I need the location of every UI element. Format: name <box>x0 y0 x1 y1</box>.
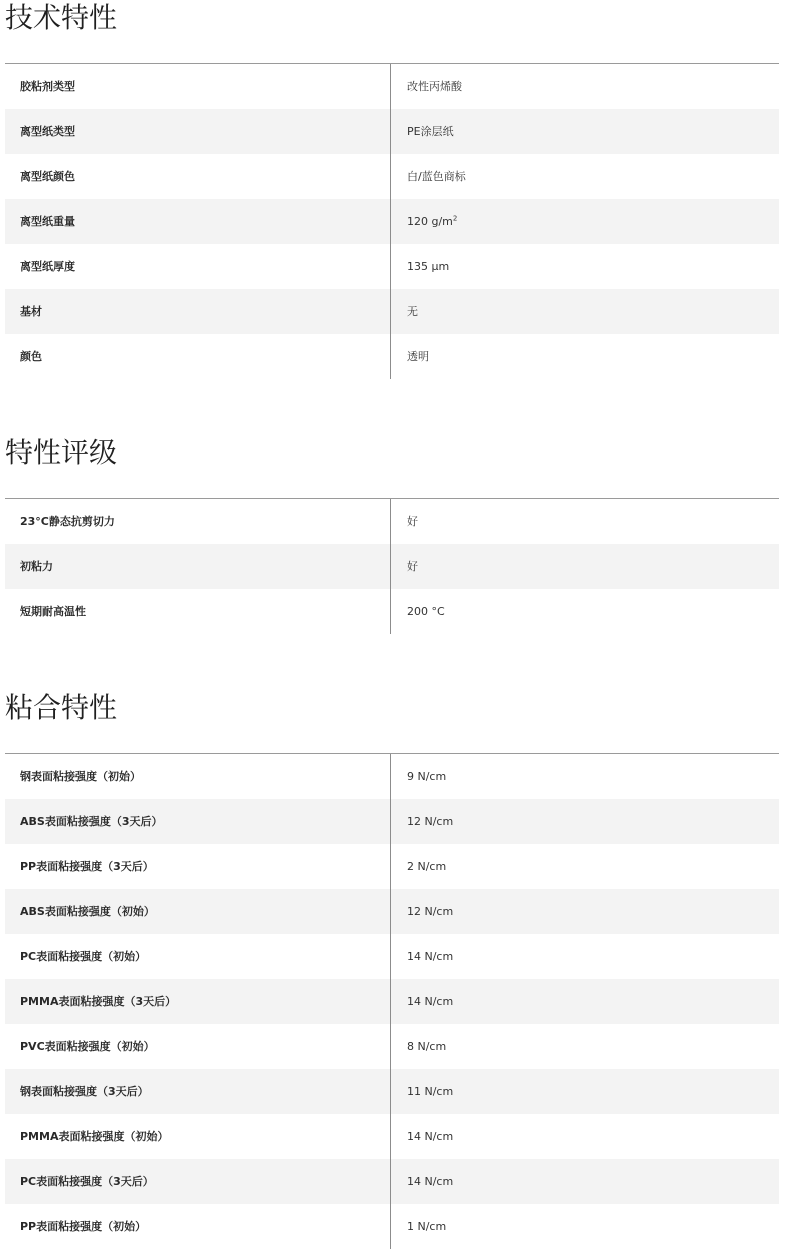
table-row <box>5 1114 779 1159</box>
table-row <box>5 244 779 289</box>
row-value: 135 µm <box>407 260 450 273</box>
row-value-text: 120 g/m <box>407 215 453 228</box>
row-label: 初粘力 <box>5 544 391 589</box>
row-label: PC表面粘接强度（初始） <box>5 934 391 979</box>
row-label: PC表面粘接强度（3天后） <box>5 1159 391 1204</box>
table-row <box>5 799 779 844</box>
section-title: 特性评级 <box>5 436 118 469</box>
table-row <box>5 844 779 889</box>
row-value: 12 N/cm <box>407 815 454 828</box>
row-value: 好 <box>407 560 418 573</box>
row-value: 8 N/cm <box>407 1040 447 1053</box>
table-row <box>5 1159 779 1204</box>
row-label: PP表面粘接强度（初始） <box>5 1204 391 1249</box>
row-value: 9 N/cm <box>407 770 447 783</box>
row-label: 离型纸厚度 <box>5 244 391 289</box>
table-row <box>5 934 779 979</box>
row-value: 14 N/cm <box>407 1130 454 1143</box>
section-title: 技术特性 <box>5 1 118 34</box>
table-row <box>5 334 779 379</box>
row-value: 白/蓝色商标 <box>407 170 466 183</box>
row-value: 14 N/cm <box>407 1175 454 1188</box>
row-label: 钢表面粘接强度（3天后） <box>5 1069 391 1114</box>
row-label: 短期耐高温性 <box>5 589 391 634</box>
row-value: 2 N/cm <box>407 860 447 873</box>
row-value: PE涂层纸 <box>407 125 454 138</box>
row-label: 23°C静态抗剪切力 <box>5 499 391 544</box>
table-row <box>5 154 779 199</box>
row-value: 改性丙烯酸 <box>407 80 462 93</box>
table-row <box>5 754 779 799</box>
row-label: 胶粘剂类型 <box>5 64 391 109</box>
row-value: 11 N/cm <box>407 1085 454 1098</box>
table-row <box>5 979 779 1024</box>
row-label: PP表面粘接强度（3天后） <box>5 844 391 889</box>
table-row <box>5 199 779 244</box>
table-row <box>5 889 779 934</box>
row-label: PMMA表面粘接强度（3天后） <box>5 979 391 1024</box>
table-row <box>5 289 779 334</box>
row-label: 钢表面粘接强度（初始） <box>5 754 391 799</box>
row-value: 透明 <box>407 350 429 363</box>
row-value: 12 N/cm <box>407 905 454 918</box>
table-row <box>5 589 779 634</box>
row-label: ABS表面粘接强度（3天后） <box>5 799 391 844</box>
table-row <box>5 1204 779 1249</box>
row-label: PVC表面粘接强度（初始） <box>5 1024 391 1069</box>
spec-table <box>5 63 779 379</box>
row-value: 14 N/cm <box>407 995 454 1008</box>
row-label: 颜色 <box>5 334 391 379</box>
table-row <box>5 499 779 544</box>
row-label: 离型纸类型 <box>5 109 391 154</box>
table-row <box>5 109 779 154</box>
row-label: 基材 <box>5 289 391 334</box>
spec-table <box>5 753 779 1249</box>
section-title: 粘合特性 <box>5 691 118 724</box>
row-value: 好 <box>407 515 418 528</box>
row-value: 无 <box>407 305 418 318</box>
table-row <box>5 544 779 589</box>
row-label: PMMA表面粘接强度（初始） <box>5 1114 391 1159</box>
table-row <box>5 1024 779 1069</box>
spec-table <box>5 498 779 634</box>
row-value <box>391 199 779 244</box>
row-value: 1 N/cm <box>407 1220 447 1233</box>
row-label: 离型纸重量 <box>5 199 391 244</box>
row-value: 14 N/cm <box>407 950 454 963</box>
table-row <box>5 64 779 109</box>
row-label: 离型纸颜色 <box>5 154 391 199</box>
row-label: ABS表面粘接强度（初始） <box>5 889 391 934</box>
table-row <box>5 1069 779 1114</box>
row-value: 200 °C <box>407 605 445 618</box>
row-value-superscript: 2 <box>452 214 458 223</box>
